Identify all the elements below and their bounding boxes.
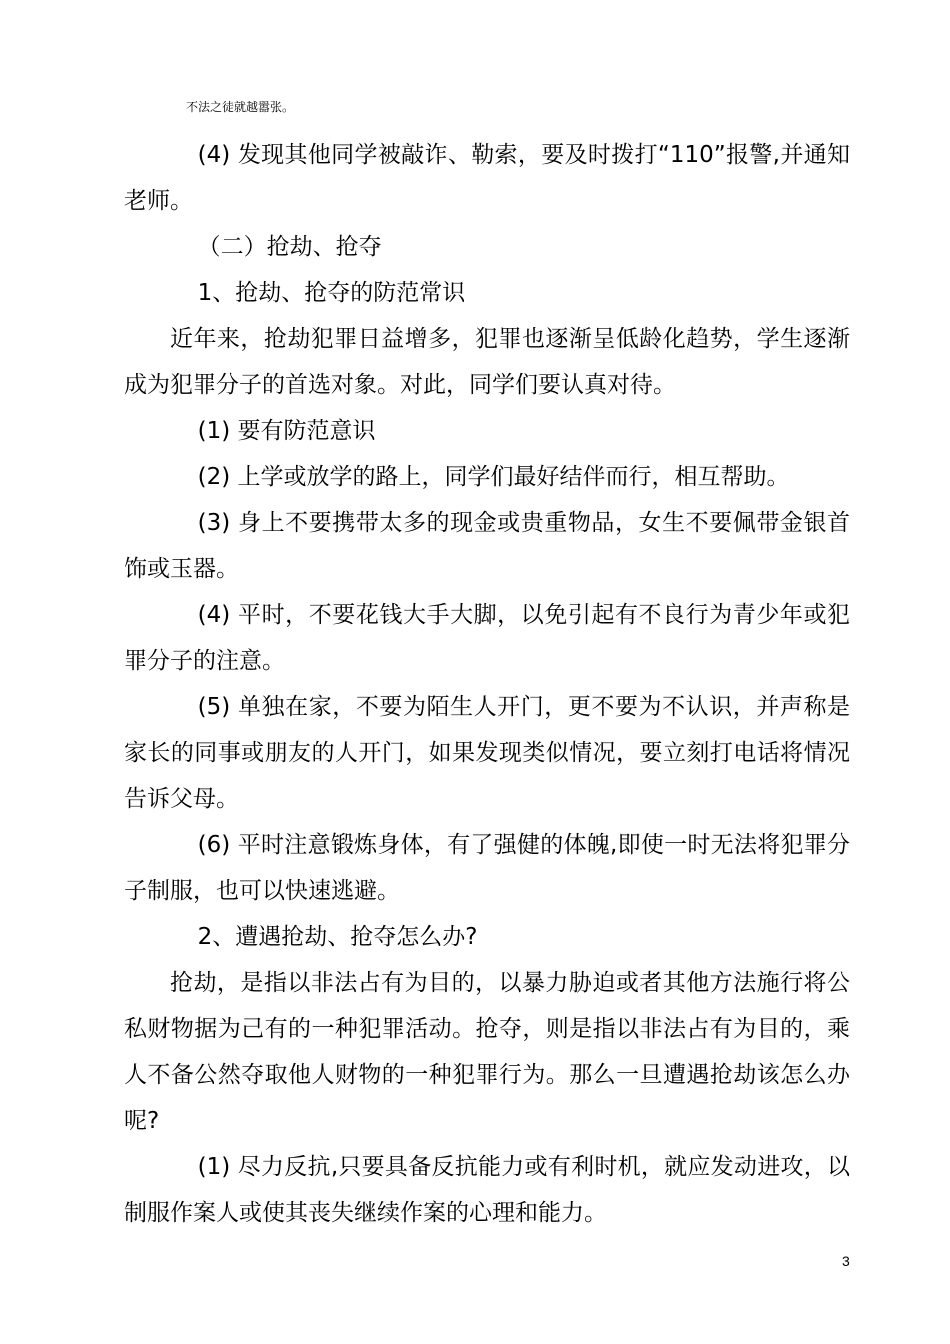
list-item-4: (4) 平时，不要花钱大手大脚，以免引起有不良行为青少年或犯罪分子的注意。 — [124, 602, 850, 674]
list-item-6: (6) 平时注意锻炼身体，有了强健的体魄,即使一时无法将犯罪分子制服，也可以快速逃避。 — [124, 832, 850, 904]
paragraph-report-110: (4) 发现其他同学被敲诈、勒索，要及时拨打“110”报警,并通知老师。 — [124, 142, 850, 214]
subheading-prevention: 1、抢劫、抢夺的防范常识 — [197, 280, 466, 306]
list-item-2: (2) 上学或放学的路上，同学们最好结伴而行，相互帮助。 — [197, 464, 790, 490]
paragraph-definition: 抢劫，是指以非法占有为目的，以暴力胁迫或者其他方法施行将公私财物据为己有的一种犯罪活动。抢夺，则是指以非法占有为目的，乘人不备公然夺取他人财物的一种犯罪行为。那么一旦遭遇抢劫该怎么办呢? — [124, 970, 850, 1134]
section-title-robbery: （二）抢劫、抢夺 — [197, 234, 382, 260]
list-item-3: (3) 身上不要携带太多的现金或贵重物品，女生不要佩带金银首饰或玉器。 — [124, 510, 850, 582]
list-item-resist: (1) 尽力反抗,只要具备反抗能力或有利时机，就应发动进攻，以制服作案人或使其丧失继续作案的心理和能力。 — [124, 1154, 850, 1226]
list-item-5: (5) 单独在家，不要为陌生人开门，更不要为不认识，并声称是家长的同事或朋友的人开门，如果发现类似情况，要立刻打电话将情况告诉父母。 — [124, 694, 850, 812]
page-number: 3 — [842, 1253, 850, 1269]
list-item-1: (1) 要有防范意识 — [197, 418, 376, 444]
paragraph-intro: 近年来，抢劫犯罪日益增多，犯罪也逐渐呈低龄化趋势，学生逐渐成为犯罪分子的首选对象。对此，同学们要认真对待。 — [124, 326, 850, 398]
subheading-response: 2、遭遇抢劫、抢夺怎么办? — [197, 924, 478, 950]
document-body — [124, 132, 850, 1236]
header-note: 不法之徒就越嚣张。 — [186, 100, 295, 114]
